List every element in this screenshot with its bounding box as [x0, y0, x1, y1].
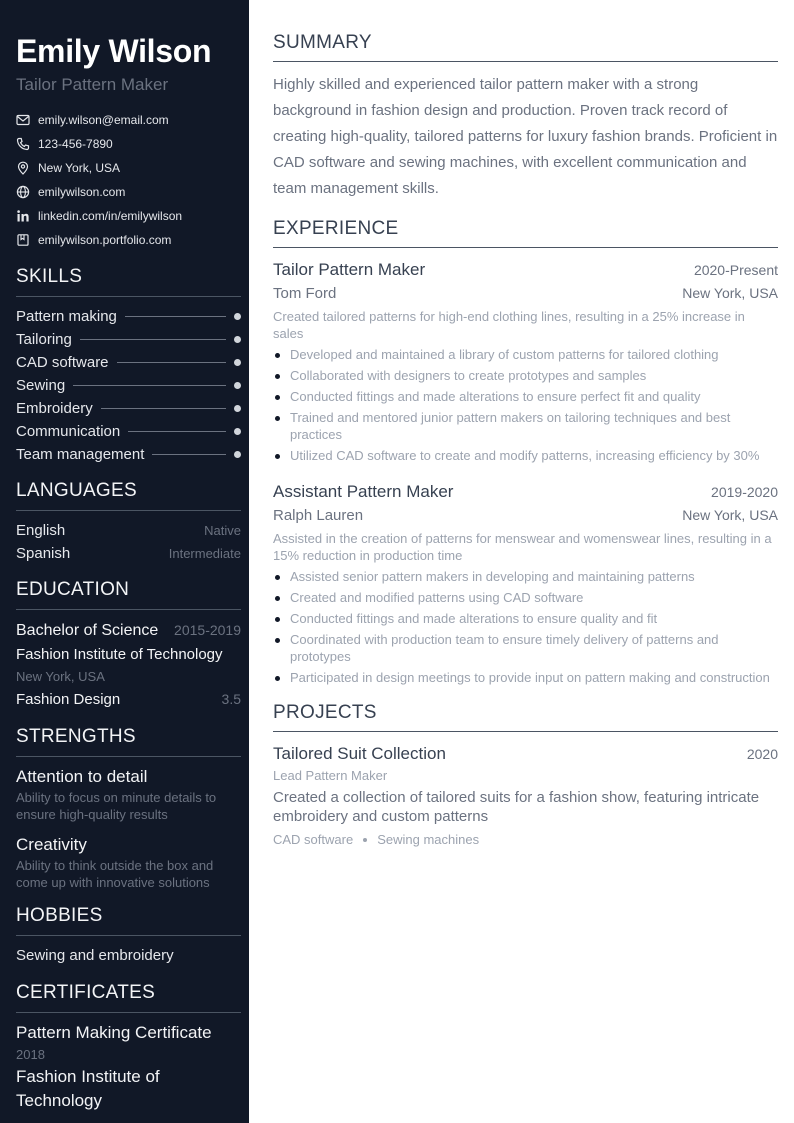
skill-divider	[117, 362, 226, 363]
job-title: Assistant Pattern Maker	[273, 482, 454, 501]
language-level: Native	[204, 523, 241, 538]
project-role: Lead Pattern Maker	[273, 768, 388, 783]
job-company: Ralph Lauren	[273, 507, 364, 524]
portfolio-icon	[16, 233, 30, 247]
summary-text: Highly skilled and experienced tailor pattern maker with a strong background in fashion design and production. Proven track record of creating high-quality, tailored patterns for luxury fashion brands. Proficient in CAD software and sewing machines, with excellent communication and team management skills.	[273, 76, 778, 197]
skill-divider	[80, 339, 226, 340]
project-title: Tailored Suit Collection	[273, 744, 446, 763]
skill-item	[16, 397, 241, 420]
contact-portfolio[interactable]	[16, 228, 241, 252]
strength-desc: Ability to think outside the box and come up with innovative solutions	[16, 858, 214, 890]
education-location: New York, USA	[16, 669, 105, 684]
strength-item	[16, 765, 241, 823]
skill-divider	[128, 431, 226, 432]
strengths-heading: STRENGTHS	[16, 726, 241, 757]
job-description: Created tailored patterns for high-end clothing lines, resulting in a 25% increase in sales	[273, 309, 745, 341]
project-tag: CAD software	[273, 832, 354, 847]
contact-phone[interactable]	[16, 132, 241, 156]
job-bullets	[273, 568, 778, 686]
bullet-item: Trained and mentored junior pattern makers on tailoring techniques and best practices	[273, 409, 778, 443]
job-dates: 2019-2020	[711, 484, 778, 500]
skill-label: Team management	[16, 446, 145, 463]
contact-text: emilywilson.portfolio.com	[38, 233, 172, 247]
summary-heading: SUMMARY	[273, 32, 778, 62]
skill-item	[16, 420, 241, 443]
certificate-issuer: Fashion Institute of Technology	[16, 1067, 160, 1110]
skill-item	[16, 443, 241, 466]
skill-label: Sewing	[16, 377, 66, 394]
location-icon	[16, 161, 30, 175]
skill-divider	[125, 316, 226, 317]
skill-dot	[234, 451, 241, 458]
globe-icon	[16, 185, 30, 199]
job-dates: 2020-Present	[693, 262, 778, 278]
skill-label: Communication	[16, 423, 121, 440]
certificate-date: 2018	[16, 1047, 45, 1062]
bullet-item: Conducted fittings and made alterations to ensure quality and fit	[273, 610, 778, 627]
project-entry	[273, 742, 778, 847]
project-tags	[273, 832, 778, 847]
skill-dot	[234, 428, 241, 435]
strength-title: Attention to detail	[16, 767, 148, 786]
tag-separator	[363, 838, 367, 842]
skill-label: CAD software	[16, 354, 109, 371]
skill-item	[16, 328, 241, 351]
job-description: Assisted in the creation of patterns for menswear and womenswear lines, resulting in a 15% reduction in production time	[273, 531, 772, 563]
skill-dot	[234, 405, 241, 412]
job-entry	[273, 258, 778, 464]
sidebar	[0, 0, 249, 1123]
education-dates: 2015-2019	[174, 622, 241, 638]
email-icon	[16, 113, 30, 127]
contact-text: 123-456-7890	[38, 137, 113, 151]
phone-icon	[16, 137, 30, 151]
skill-dot	[234, 382, 241, 389]
contact-text: New York, USA	[38, 161, 121, 175]
certificates-heading: CERTIFICATES	[16, 982, 241, 1013]
strength-desc: Ability to focus on minute details to ensure high-quality results	[16, 790, 217, 822]
skills-heading: SKILLS	[16, 266, 241, 297]
main-content	[273, 32, 778, 847]
education-entry	[16, 618, 241, 712]
contact-email[interactable]	[16, 108, 241, 132]
job-location: New York, USA	[682, 285, 778, 301]
skills-list	[16, 305, 241, 466]
contact-text: emily.wilson@email.com	[38, 113, 169, 127]
skill-item	[16, 374, 241, 397]
contact-list	[16, 108, 241, 252]
certificate-name: Pattern Making Certificate	[16, 1023, 212, 1042]
job-title: Tailor Pattern Maker	[273, 260, 426, 279]
bullet-item: Collaborated with designers to create prototypes and samples	[273, 367, 778, 384]
job-entry	[273, 480, 778, 686]
skill-divider	[101, 408, 226, 409]
skill-divider	[152, 454, 226, 455]
bullet-item: Coordinated with production team to ensure timely delivery of patterns and prototypes	[273, 631, 778, 665]
contact-location	[16, 156, 241, 180]
skill-label: Pattern making	[16, 308, 117, 325]
job-location: New York, USA	[682, 507, 778, 523]
skill-item	[16, 351, 241, 374]
hobby-item: Sewing and embroidery	[16, 947, 174, 964]
language-name: Spanish	[16, 545, 71, 562]
bullet-item: Created and modified patterns using CAD software	[273, 589, 778, 606]
strength-item	[16, 833, 241, 891]
job-bullets	[273, 346, 778, 464]
skill-dot	[234, 313, 241, 320]
bullet-item: Developed and maintained a library of custom patterns for tailored clothing	[273, 346, 778, 363]
education-school: Fashion Institute of Technology	[16, 646, 223, 663]
contact-text: linkedin.com/in/emilywilson	[38, 209, 183, 223]
education-degree: Bachelor of Science	[16, 622, 159, 639]
language-item	[16, 542, 241, 565]
education-field: Fashion Design	[16, 691, 121, 708]
contact-linkedin[interactable]	[16, 204, 241, 228]
skill-label: Embroidery	[16, 400, 93, 417]
certificate-entry	[16, 1021, 241, 1113]
candidate-name: Emily Wilson	[16, 33, 212, 69]
education-gpa: 3.5	[221, 691, 241, 707]
skill-dot	[234, 359, 241, 366]
bullet-item: Utilized CAD software to create and modify patterns, increasing efficiency by 30%	[273, 447, 778, 464]
contact-text: emilywilson.com	[38, 185, 126, 199]
hobbies-heading: HOBBIES	[16, 905, 241, 936]
strength-title: Creativity	[16, 835, 87, 854]
language-item	[16, 519, 241, 542]
language-level: Intermediate	[168, 546, 241, 561]
project-tag: Sewing machines	[377, 832, 480, 847]
job-company: Tom Ford	[273, 285, 337, 302]
projects-heading: PROJECTS	[273, 702, 778, 732]
skill-divider	[73, 385, 226, 386]
skill-label: Tailoring	[16, 331, 72, 348]
bullet-item: Assisted senior pattern makers in developing and maintaining patterns	[273, 568, 778, 585]
language-name: English	[16, 522, 66, 539]
education-heading: EDUCATION	[16, 579, 241, 610]
project-date: 2020	[746, 746, 778, 762]
linkedin-icon	[16, 209, 30, 223]
languages-heading: LANGUAGES	[16, 480, 241, 511]
skill-dot	[234, 336, 241, 343]
experience-heading: EXPERIENCE	[273, 218, 778, 248]
skill-item	[16, 305, 241, 328]
candidate-title: Tailor Pattern Maker	[16, 75, 169, 94]
bullet-item: Participated in design meetings to provide input on pattern making and construction	[273, 669, 778, 686]
project-description: Created a collection of tailored suits for a fashion show, featuring intricate embroidery and custom patterns	[273, 789, 760, 825]
contact-website[interactable]	[16, 180, 241, 204]
bullet-item: Conducted fittings and made alterations to ensure perfect fit and quality	[273, 388, 778, 405]
